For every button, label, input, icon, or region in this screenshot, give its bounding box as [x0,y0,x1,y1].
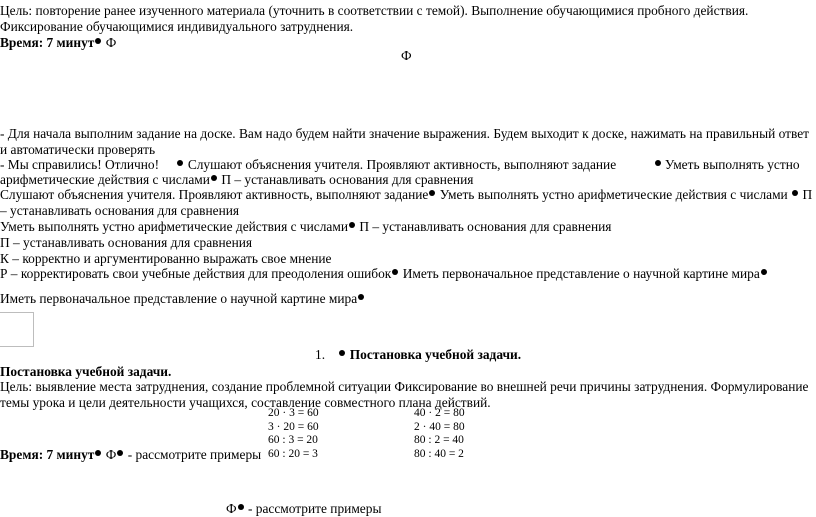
f-mark: Ф [105,447,117,462]
bullet-icon [349,222,355,228]
example-item: 40 · 2 = 80 [414,407,465,419]
bullet-icon [95,38,101,44]
example-item: 80 : 2 = 40 [414,434,464,446]
task-line-1: - Для начала выполним задание на доске. Вам надо будем найти значение выражения. Будем выходит к доске, нажимать на правильный ответ [0,126,810,141]
arith-line [0,172,473,188]
r-text: Р – корректировать свои учебные действия для преодоления ошибок [0,266,392,281]
done-text: - Мы справились! Отлично! [0,157,160,172]
f-center-mark: Ф [401,48,412,63]
goal-line-1: Цель: повторение ранее изученного материала (уточнить в соответствии с темой). Выполнение обучающимися пробного действия. [0,3,749,18]
f-mark: Ф [226,501,237,516]
r-line [0,266,768,282]
section-time-line [0,447,261,463]
examples-label: - рассмотрите примеры [127,447,262,462]
bullet-icon [117,450,123,456]
example-item: 2 · 40 = 80 [414,420,465,433]
example-item: 80 : 40 = 2 [414,447,464,460]
examples-left [268,408,319,460]
bullet-icon [211,175,217,181]
section-heading-2: Постановка учебной задачи. [0,364,172,379]
skill-text: Уметь выполнять устно [664,157,800,172]
empty-frame [0,312,34,347]
bullet-icon [655,160,661,166]
time-label: Время: 7 минут [0,447,95,462]
section-goal-line-1: Цель: выявление места затруднения, создание проблемной ситуации Фиксирование во внешней речи причины затруднения. Формулирование [0,379,809,394]
example-item: 3 · 20 = 60 [268,420,319,433]
section-number: 1. [315,347,326,362]
section-heading-numbered [315,347,521,363]
example-item: 60 : 20 = 3 [268,447,318,460]
goal-line-2: Фиксирование обучающимися индивидуального затруднения. [0,19,354,34]
listen-text: Слушают объяснения учителя. Проявляют активность, выполняют задание [187,157,617,172]
idea-line [0,291,365,307]
skill-line [0,219,611,235]
p-line: – устанавливать основания для сравнения [0,203,240,218]
bottom-line [226,501,381,517]
listen-line [0,187,812,203]
task-line-2: и автоматически проверять [0,142,156,157]
skill-text: Уметь выполнять устно арифметические действия с числами [0,219,348,234]
bullet-icon [177,160,183,166]
bullet-icon [238,504,244,510]
bullet-icon [761,269,767,275]
k-line: К – корректно и аргументированно выражать свое мнение [0,251,332,266]
idea-text: Иметь первоначальное представление о научной картине мира [402,266,760,281]
time-label: Время: 7 минут [0,35,95,50]
bullet-icon [392,269,398,275]
idea-text: Иметь первоначальное представление о научной картине мира [0,291,358,306]
bullet-icon [95,450,101,456]
bullet-icon [792,190,798,196]
examples-label: - рассмотрите примеры [247,501,382,516]
p-text: П – устанавливать основания для сравнения [221,172,474,187]
example-item: 60 : 3 = 20 [268,434,318,446]
examples-right [414,408,465,460]
f-mark: Ф [105,35,117,50]
time-line [0,35,116,51]
p-line-2: П – устанавливать основания для сравнения [0,235,253,250]
bullet-icon [358,294,364,300]
section-heading: Постановка учебной задачи. [349,347,522,362]
listen-text: Слушают объяснения учителя. Проявляют активность, выполняют задание [0,187,429,202]
done-line [0,157,800,173]
example-item: 20 · 3 = 60 [268,407,319,419]
bullet-icon [429,190,435,196]
section-goal-line-2: темы урока и цели деятельности учащихся, составление совместного плана действий. [0,395,491,410]
arith-text: арифметические действия с числами [0,172,210,187]
bullet-icon [339,350,345,356]
skill-text: Уметь выполнять устно арифметические действия с числами [439,187,788,202]
p-text: П [802,187,813,202]
p-text: П – устанавливать основания для сравнения [359,219,612,234]
